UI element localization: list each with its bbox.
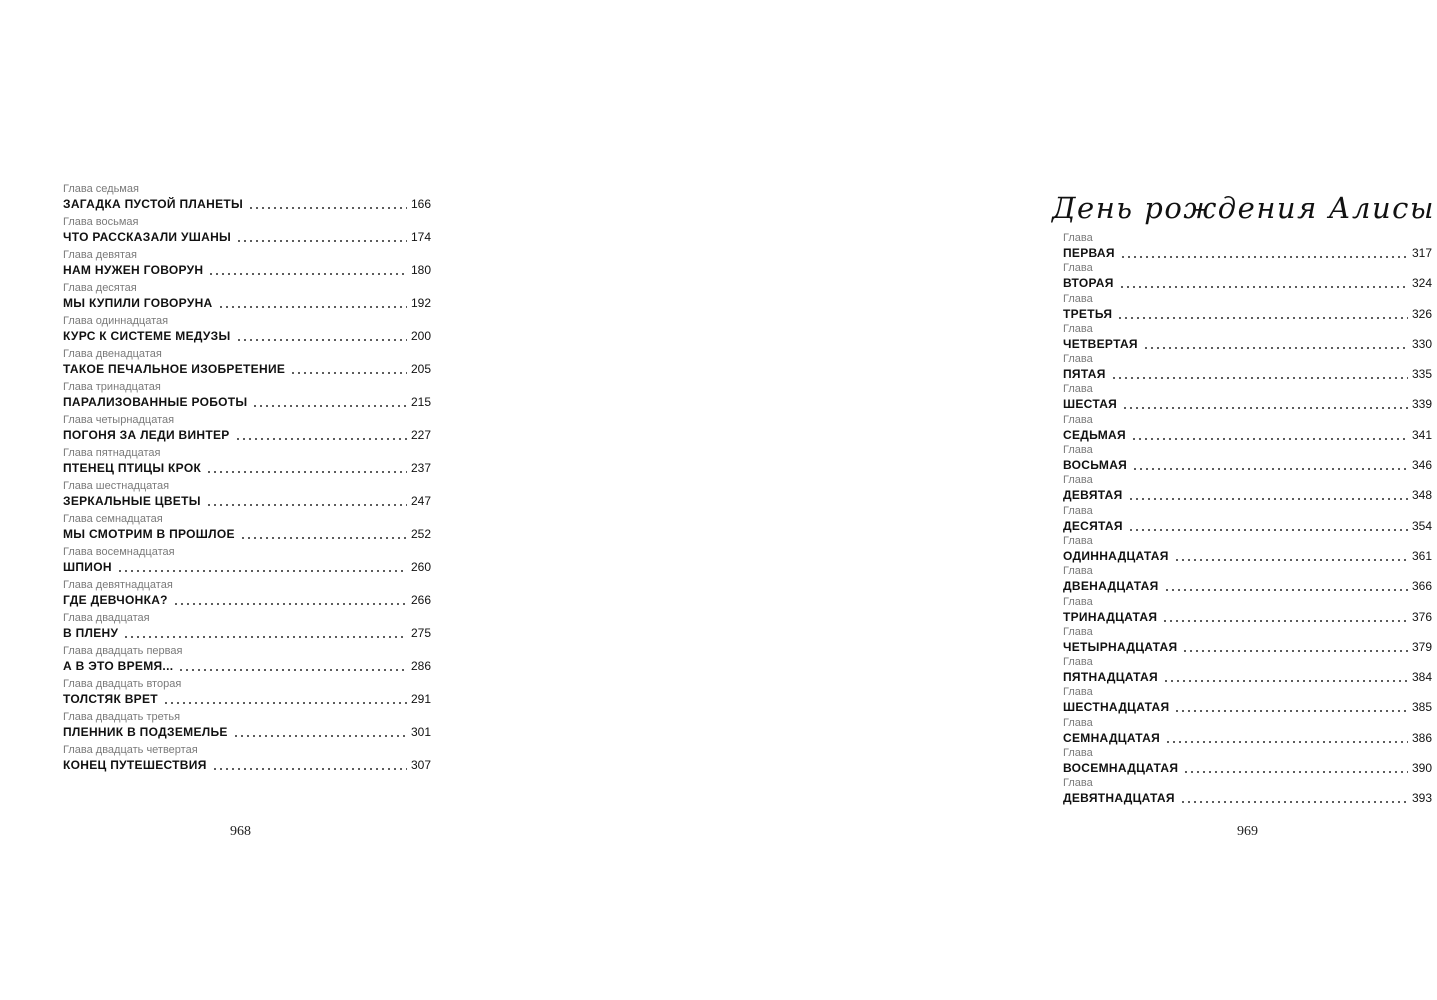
- chapter-title: ШЕСТНАДЦАТАЯ: [1063, 700, 1170, 715]
- chapter-page-number: 354: [1411, 518, 1432, 533]
- chapter-label: Глава четырнадцатая: [63, 414, 175, 426]
- toc-entry: [63, 513, 431, 546]
- toc-entry: [63, 546, 431, 579]
- toc-entry: [1063, 262, 1432, 292]
- chapter-label: Глава двадцать первая: [63, 645, 183, 657]
- toc-entry: [63, 183, 431, 216]
- chapter-label: Глава: [1063, 747, 1093, 760]
- chapter-title-line: [63, 427, 431, 444]
- chapter-title-line: [63, 229, 431, 246]
- chapter-title-line: [63, 328, 431, 345]
- dot-leader: [218, 306, 407, 308]
- chapter-title: ПЛЕННИК В ПОДЗЕМЕЛЬЕ: [63, 725, 228, 739]
- chapter-label: Глава двенадцатая: [63, 348, 162, 360]
- dot-leader: [1131, 438, 1408, 440]
- chapter-title-line: [63, 625, 431, 642]
- chapter-label: Глава: [1063, 413, 1093, 426]
- chapter-title-line: [63, 394, 431, 411]
- toc-entry: [63, 249, 431, 282]
- chapter-title: ДЕВЯТАЯ: [1063, 488, 1123, 503]
- toc-entry: [63, 645, 431, 678]
- dot-leader: [252, 405, 407, 407]
- toc-entry: [63, 447, 431, 480]
- chapter-title-line: [63, 724, 431, 741]
- toc-entry: [1063, 474, 1432, 504]
- chapter-title: ВОСЬМАЯ: [1063, 458, 1128, 473]
- dot-leader: [1180, 801, 1408, 803]
- chapter-page-number: 341: [1411, 427, 1432, 442]
- chapter-label: Глава: [1063, 383, 1093, 396]
- chapter-label: Глава: [1063, 716, 1093, 729]
- chapter-title-line: [1063, 457, 1432, 474]
- chapter-title: КОНЕЦ ПУТЕШЕСТВИЯ: [63, 758, 207, 772]
- chapter-page-number: 247: [410, 494, 431, 508]
- dot-leader: [233, 735, 407, 737]
- chapter-title: А В ЭТО ВРЕМЯ...: [63, 659, 174, 673]
- chapter-label: Глава: [1063, 656, 1093, 669]
- toc-entry: [1063, 323, 1432, 353]
- chapter-title-line: [63, 526, 431, 543]
- chapter-title-line: [63, 361, 431, 378]
- toc-entry: [63, 612, 431, 645]
- toc-entry: [63, 579, 431, 612]
- dot-leader: [1174, 710, 1408, 712]
- dot-leader: [240, 537, 407, 539]
- toc-entry: [63, 744, 431, 777]
- chapter-page-number: 324: [1411, 276, 1432, 291]
- chapter-title: ШПИОН: [63, 560, 112, 574]
- chapter-title-line: [1063, 790, 1432, 807]
- chapter-title: ЧТО РАССКАЗАЛИ УШАНЫ: [63, 230, 232, 244]
- chapter-label: Глава восемнадцатая: [63, 546, 175, 558]
- chapter-title-line: [63, 493, 431, 510]
- chapter-label: Глава тринадцатая: [63, 381, 161, 393]
- chapter-title: ПАРАЛИЗОВАННЫЕ РОБОТЫ: [63, 395, 248, 409]
- chapter-title-line: [1063, 760, 1432, 777]
- chapter-page-number: 330: [1411, 336, 1432, 351]
- chapter-title: ПТЕНЕЦ ПТИЦЫ КРОК: [63, 461, 202, 475]
- toc-entry: [1063, 353, 1432, 383]
- chapter-label: Глава: [1063, 565, 1093, 578]
- chapter-title-line: [63, 757, 431, 774]
- toc-entry: [1063, 535, 1432, 565]
- dot-leader: [206, 504, 407, 506]
- dot-leader: [1163, 680, 1408, 682]
- dot-leader: [236, 240, 407, 242]
- chapter-title: МЫ КУПИЛИ ГОВОРУНА: [63, 296, 213, 310]
- left-table-of-contents: [63, 183, 431, 777]
- chapter-page-number: 366: [1411, 579, 1432, 594]
- chapter-page-number: 339: [1411, 397, 1432, 412]
- chapter-page-number: 307: [410, 758, 431, 772]
- chapter-title-line: [63, 460, 431, 477]
- chapter-title-line: [1063, 396, 1432, 413]
- chapter-label: Глава одиннадцатая: [63, 315, 169, 327]
- toc-entry: [63, 282, 431, 315]
- chapter-page-number: 174: [410, 230, 431, 244]
- toc-entry: [1063, 383, 1432, 413]
- chapter-label: Глава: [1063, 777, 1093, 790]
- toc-entry: [1063, 596, 1432, 626]
- chapter-title-line: [63, 559, 431, 576]
- toc-entry: [63, 381, 431, 414]
- dot-leader: [206, 471, 407, 473]
- dot-leader: [212, 768, 407, 770]
- chapter-title-line: [1063, 518, 1432, 535]
- dot-leader: [1119, 286, 1408, 288]
- chapter-page-number: 192: [410, 296, 431, 310]
- toc-entry: [63, 711, 431, 744]
- chapter-title-line: [1063, 548, 1432, 565]
- dot-leader: [1111, 377, 1408, 379]
- page-number-left: 968: [230, 824, 251, 839]
- toc-entry: [63, 480, 431, 513]
- chapter-title: ОДИННАДЦАТАЯ: [1063, 548, 1169, 563]
- chapter-title-line: [1063, 275, 1432, 292]
- chapter-page-number: 275: [410, 626, 431, 640]
- chapter-page-number: 200: [410, 329, 431, 343]
- dot-leader: [1122, 407, 1408, 409]
- toc-entry: [63, 678, 431, 711]
- chapter-title: ГДЕ ДЕВЧОНКА?: [63, 593, 168, 607]
- page-number-right: 969: [1237, 824, 1258, 839]
- chapter-title-line: [63, 196, 431, 213]
- chapter-label: Глава девятая: [63, 249, 137, 261]
- dot-leader: [290, 372, 407, 374]
- right-table-of-contents: [1063, 232, 1432, 808]
- chapter-label: Глава: [1063, 292, 1093, 305]
- chapter-label: Глава двадцатая: [63, 612, 150, 624]
- chapter-title: ЗЕРКАЛЬНЫЕ ЦВЕТЫ: [63, 494, 201, 508]
- chapter-title: В ПЛЕНУ: [63, 626, 119, 640]
- chapter-title-line: [1063, 487, 1432, 504]
- dot-leader: [1162, 620, 1408, 622]
- dot-leader: [1128, 498, 1408, 500]
- book-title: [1051, 188, 1437, 228]
- chapter-title: ТАКОЕ ПЕЧАЛЬНОЕ ИЗОБРЕТЕНИЕ: [63, 362, 286, 376]
- left-page: [0, 0, 500, 1000]
- toc-entry: [1063, 777, 1432, 807]
- chapter-title: КУРС К СИСТЕМЕ МЕДУЗЫ: [63, 329, 231, 343]
- dot-leader: [1182, 650, 1408, 652]
- chapter-label: Глава: [1063, 444, 1093, 457]
- chapter-title-line: [63, 592, 431, 609]
- dot-leader: [173, 603, 407, 605]
- chapter-title: ВТОРАЯ: [1063, 276, 1114, 291]
- chapter-page-number: 348: [1411, 488, 1432, 503]
- dot-leader: [1183, 771, 1408, 773]
- chapter-page-number: 237: [410, 461, 431, 475]
- chapter-page-number: 166: [410, 197, 431, 211]
- book-title-text: День рождения Алисы: [1051, 191, 1435, 225]
- dot-leader: [1117, 317, 1408, 319]
- chapter-label: Глава двадцать третья: [63, 711, 181, 723]
- chapter-page-number: 385: [1411, 700, 1432, 715]
- chapter-title: МЫ СМОТРИМ В ПРОШЛОЕ: [63, 527, 235, 541]
- chapter-title: ПЯТНАДЦАТАЯ: [1063, 670, 1158, 685]
- dot-leader: [235, 438, 407, 440]
- chapter-title: ДЕСЯТАЯ: [1063, 518, 1123, 533]
- chapter-title-line: [1063, 336, 1432, 353]
- toc-entry: [1063, 717, 1432, 747]
- chapter-page-number: 252: [410, 527, 431, 541]
- chapter-page-number: 180: [410, 263, 431, 277]
- chapter-title: СЕДЬМАЯ: [1063, 427, 1126, 442]
- chapter-label: Глава двадцать вторая: [63, 678, 182, 690]
- chapter-label: Глава: [1063, 595, 1093, 608]
- chapter-title-line: [63, 295, 431, 312]
- chapter-title-line: [1063, 427, 1432, 444]
- toc-entry: [1063, 414, 1432, 444]
- toc-entry: [1063, 232, 1432, 262]
- toc-entry: [1063, 626, 1432, 656]
- chapter-page-number: 376: [1411, 609, 1432, 624]
- toc-entry: [63, 216, 431, 249]
- chapter-page-number: 286: [410, 659, 431, 673]
- dot-leader: [178, 669, 407, 671]
- chapter-label: Глава десятая: [63, 282, 137, 294]
- chapter-page-number: 361: [1411, 548, 1432, 563]
- chapter-title-line: [1063, 366, 1432, 383]
- chapter-page-number: 384: [1411, 670, 1432, 685]
- dot-leader: [1132, 468, 1408, 470]
- chapter-title-line: [1063, 578, 1432, 595]
- chapter-title: ТРЕТЬЯ: [1063, 306, 1113, 321]
- dot-leader: [1174, 559, 1408, 561]
- chapter-title: ВОСЕМНАДЦАТАЯ: [1063, 761, 1179, 776]
- chapter-label: Глава: [1063, 686, 1093, 699]
- chapter-title-line: [1063, 730, 1432, 747]
- chapter-title-line: [1063, 699, 1432, 716]
- chapter-label: Глава: [1063, 353, 1093, 366]
- chapter-label: Глава шестнадцатая: [63, 480, 170, 492]
- dot-leader: [117, 570, 407, 572]
- chapter-title: СЕМНАДЦАТАЯ: [1063, 730, 1160, 745]
- chapter-title: ПЯТАЯ: [1063, 367, 1106, 382]
- dot-leader: [208, 273, 407, 275]
- toc-entry: [1063, 656, 1432, 686]
- chapter-label: Глава: [1063, 262, 1093, 275]
- chapter-title: ШЕСТАЯ: [1063, 397, 1118, 412]
- chapter-title: ПОГОНЯ ЗА ЛЕДИ ВИНТЕР: [63, 428, 230, 442]
- chapter-title: ТОЛСТЯК ВРЕТ: [63, 692, 158, 706]
- dot-leader: [236, 339, 407, 341]
- toc-entry: [1063, 747, 1432, 777]
- chapter-label: Глава семнадцатая: [63, 513, 163, 525]
- chapter-page-number: 291: [410, 692, 431, 706]
- chapter-title-line: [63, 691, 431, 708]
- chapter-page-number: 326: [1411, 306, 1432, 321]
- dot-leader: [1165, 741, 1408, 743]
- dot-leader: [248, 207, 407, 209]
- chapter-label: Глава девятнадцатая: [63, 579, 173, 591]
- chapter-title: ЧЕТВЕРТАЯ: [1063, 336, 1138, 351]
- chapter-title-line: [1063, 245, 1432, 262]
- chapter-page-number: 335: [1411, 367, 1432, 382]
- right-page: [500, 0, 1435, 1000]
- dot-leader: [1120, 256, 1408, 258]
- toc-entry: [63, 348, 431, 381]
- chapter-title-line: [63, 262, 431, 279]
- chapter-title: ДЕВЯТНАДЦАТАЯ: [1063, 791, 1175, 806]
- dot-leader: [163, 702, 407, 704]
- chapter-label: Глава: [1063, 474, 1093, 487]
- dot-leader: [1164, 589, 1408, 591]
- chapter-page-number: 266: [410, 593, 431, 607]
- chapter-label: Глава: [1063, 625, 1093, 638]
- chapter-label: Глава: [1063, 504, 1093, 517]
- chapter-title-line: [1063, 669, 1432, 686]
- chapter-title: ТРИНАДЦАТАЯ: [1063, 609, 1158, 624]
- chapter-page-number: 346: [1411, 458, 1432, 473]
- chapter-page-number: 379: [1411, 639, 1432, 654]
- dot-leader: [1143, 347, 1408, 349]
- chapter-page-number: 227: [410, 428, 431, 442]
- chapter-page-number: 205: [410, 362, 431, 376]
- chapter-label: Глава: [1063, 534, 1093, 547]
- chapter-label: Глава седьмая: [63, 183, 139, 195]
- chapter-label: Глава: [1063, 232, 1093, 244]
- chapter-page-number: 301: [410, 725, 431, 739]
- toc-entry: [1063, 505, 1432, 535]
- toc-entry: [1063, 686, 1432, 716]
- toc-entry: [63, 315, 431, 348]
- chapter-title: ЗАГАДКА ПУСТОЙ ПЛАНЕТЫ: [63, 197, 244, 211]
- toc-entry: [1063, 293, 1432, 323]
- chapter-label: Глава пятнадцатая: [63, 447, 161, 459]
- chapter-title-line: [1063, 639, 1432, 656]
- dot-leader: [1128, 529, 1408, 531]
- chapter-label: Глава двадцать четвертая: [63, 744, 198, 756]
- chapter-page-number: 215: [410, 395, 431, 409]
- dot-leader: [123, 636, 407, 638]
- chapter-title-line: [1063, 306, 1432, 323]
- chapter-label: Глава восьмая: [63, 216, 139, 228]
- chapter-title: ДВЕНАДЦАТАЯ: [1063, 579, 1159, 594]
- chapter-page-number: 317: [1411, 246, 1432, 260]
- chapter-label: Глава: [1063, 322, 1093, 335]
- chapter-page-number: 386: [1411, 730, 1432, 745]
- toc-entry: [1063, 565, 1432, 595]
- chapter-title-line: [1063, 609, 1432, 626]
- toc-entry: [1063, 444, 1432, 474]
- chapter-title: НАМ НУЖЕН ГОВОРУН: [63, 263, 204, 277]
- chapter-page-number: 393: [1411, 791, 1432, 806]
- chapter-title: ПЕРВАЯ: [1063, 246, 1115, 260]
- chapter-page-number: 260: [410, 560, 431, 574]
- toc-entry: [63, 414, 431, 447]
- chapter-title-line: [63, 658, 431, 675]
- chapter-page-number: 390: [1411, 761, 1432, 776]
- chapter-title: ЧЕТЫРНАДЦАТАЯ: [1063, 639, 1178, 654]
